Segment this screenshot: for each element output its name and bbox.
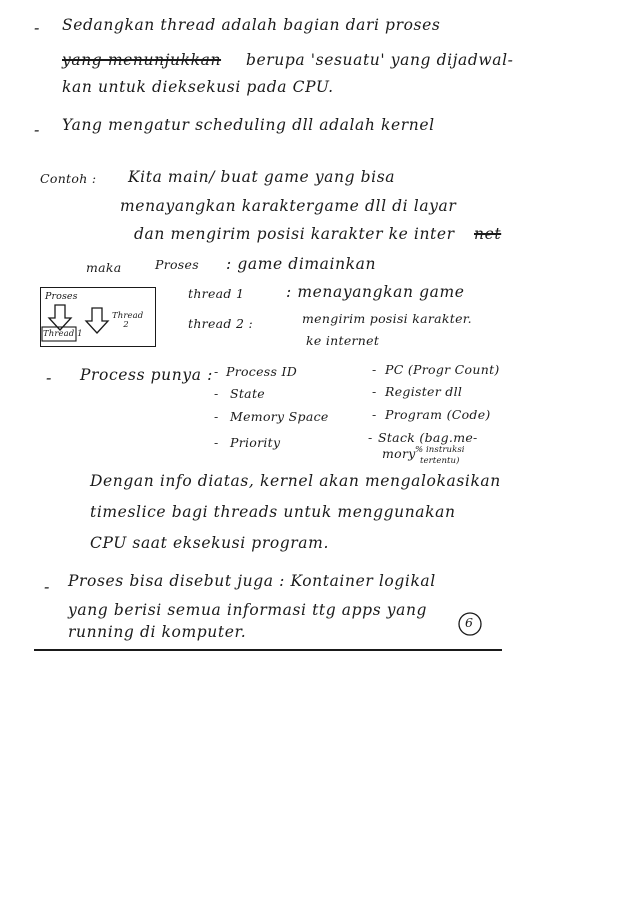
diagram-thread2-label: Thread 2 — [112, 311, 144, 330]
bullet: - — [34, 120, 40, 139]
note-line: yang berisi semua informasi ttg apps yang — [68, 601, 428, 619]
process-item: Register dll — [385, 384, 463, 399]
note-line: kan untuk dieksekusi pada CPU. — [62, 78, 334, 96]
note-line: menayangkan karaktergame dll di layar — [120, 197, 457, 215]
divider — [34, 649, 502, 651]
process-item: Process ID — [226, 364, 298, 379]
thread2-value: mengirim posisi karakter. — [302, 311, 472, 326]
process-item: Stack (bag.me- — [378, 430, 478, 445]
note-line: Proses bisa disebut juga : Kontainer logikal — [68, 572, 436, 590]
page-number: 6 — [465, 615, 474, 630]
maka-label: maka — [86, 260, 122, 275]
stack-note: % instruksi — [415, 445, 465, 455]
bullet: - — [372, 407, 377, 422]
process-item: Memory Space — [230, 409, 329, 424]
note-line: berupa 'sesuatu' yang dijadwal- — [246, 51, 514, 69]
bullet: - — [372, 384, 377, 399]
process-item-cont: mory — [382, 446, 416, 461]
thread2-value: ke internet — [306, 333, 380, 348]
bullet: - — [214, 409, 219, 424]
process-intro: Process punya : — [80, 366, 213, 384]
note-line: Kita main/ buat game yang bisa — [128, 168, 396, 186]
bullet: - — [372, 362, 377, 377]
process-item: State — [230, 386, 265, 401]
struck-text: yang menunjukkan — [62, 51, 222, 69]
proses-label: Proses — [155, 257, 199, 272]
struck-text: net — [474, 225, 502, 243]
bullet: - — [214, 435, 219, 450]
process-item: Program (Code) — [385, 407, 491, 422]
stack-note: tertentu) — [420, 456, 460, 466]
bullet: - — [214, 386, 219, 401]
process-item: Priority — [230, 435, 281, 450]
thread1-value: : menayangkan game — [286, 283, 465, 301]
bullet: - — [368, 430, 373, 445]
diagram-proses-label: Proses — [45, 291, 78, 302]
note-line: Sedangkan thread adalah bagian dari proses — [62, 16, 441, 34]
diagram-thread1-label: Thread 1 — [43, 329, 83, 339]
bullet: - — [44, 577, 50, 596]
note-line: timeslice bagi threads untuk menggunakan — [90, 503, 456, 521]
bullet: - — [46, 368, 52, 387]
note-line: dan mengirim posisi karakter ke inter — [134, 225, 455, 243]
note-line: Dengan info diatas, kernel akan mengalokasikan — [90, 472, 501, 490]
note-line: CPU saat eksekusi program. — [90, 534, 329, 552]
thread1-label: thread 1 — [188, 286, 245, 301]
bullet: - — [214, 364, 219, 379]
contoh-label: Contoh : — [40, 171, 97, 186]
thread2-label: thread 2 : — [188, 316, 254, 331]
note-line: Yang mengatur scheduling dll adalah kernel — [62, 116, 435, 134]
proses-value: : game dimainkan — [226, 255, 377, 273]
process-item: PC (Progr Count) — [385, 362, 500, 377]
bullet: - — [34, 18, 40, 37]
note-line: running di komputer. — [68, 623, 247, 641]
